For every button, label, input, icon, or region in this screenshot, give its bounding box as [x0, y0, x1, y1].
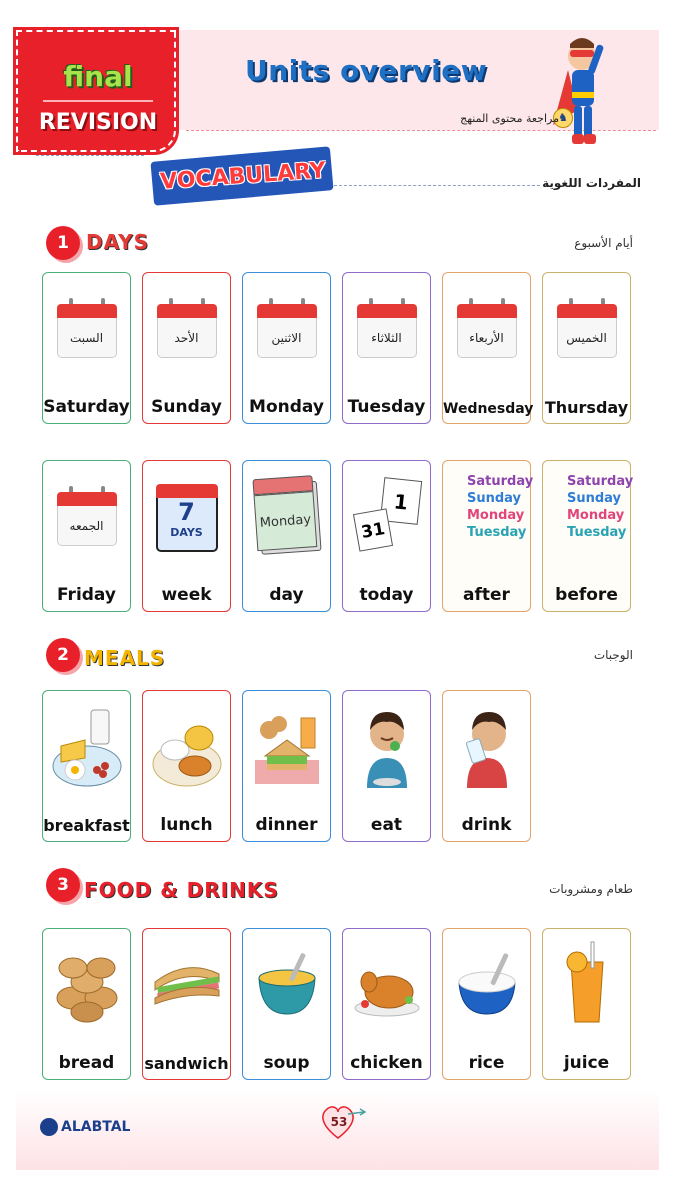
card-week — [142, 460, 231, 612]
card-monday — [242, 272, 331, 424]
card-word: Monday — [249, 397, 324, 417]
after-day-list — [467, 473, 533, 541]
today-calendar-icon — [352, 475, 422, 555]
card-word: juice — [563, 1053, 610, 1073]
card-word: week — [161, 585, 212, 605]
header-subtitle-ar: مراجعة محتوى المنهج — [460, 112, 559, 125]
card-word: Wednesday — [443, 401, 534, 417]
card-bread — [42, 928, 131, 1080]
boy-eating-icon — [351, 700, 423, 790]
vocabulary-banner-text: VOCABULARY — [159, 158, 327, 195]
card-word: drink — [461, 815, 512, 835]
card-tuesday — [342, 272, 431, 424]
list-day: Sunday — [467, 491, 522, 506]
sandwich-icon — [151, 938, 223, 1028]
card-word: Thursday — [544, 398, 629, 417]
card-sunday — [142, 272, 231, 424]
list-day: Saturday — [567, 474, 634, 489]
juice-icon — [551, 938, 623, 1028]
section-label-meals-ar: الوجبات — [593, 648, 633, 662]
list-day: Monday — [567, 508, 625, 523]
card-thursday — [542, 272, 631, 424]
dinner-icon — [251, 700, 323, 790]
card-word: lunch — [160, 815, 213, 835]
card-word: eat — [370, 815, 403, 835]
calendar-icon — [257, 296, 317, 358]
lunch-icon — [151, 700, 223, 790]
card-sandwich — [142, 928, 231, 1080]
boy-drinking-icon — [451, 700, 523, 790]
calendar-label-ar: الجمعه — [57, 506, 117, 546]
calendar-label-ar: الأربعاء — [457, 318, 517, 358]
rice-icon — [451, 938, 523, 1028]
card-drink — [442, 690, 531, 842]
list-day: Sunday — [567, 491, 622, 506]
breakfast-icon — [51, 700, 123, 790]
week-number: 7 — [178, 498, 195, 526]
card-word: sandwich — [144, 1054, 229, 1073]
list-day: Tuesday — [567, 525, 627, 540]
today-old-page-number: 31 — [352, 508, 392, 551]
section-number-food: 3 — [46, 868, 80, 902]
card-before — [542, 460, 634, 612]
section-title-meals: MEALS — [84, 646, 166, 670]
list-day: Monday — [467, 508, 525, 523]
card-word: Saturday — [43, 397, 130, 417]
card-word: Sunday — [151, 397, 222, 417]
section-label-days-ar: أيام الأسبوع — [574, 236, 633, 250]
calendar-label-ar: الاثنين — [257, 318, 317, 358]
section-number-meals: 2 — [46, 638, 80, 672]
vocab-divider-right — [334, 185, 540, 186]
card-soup — [242, 928, 331, 1080]
logo-mark-icon — [40, 1118, 58, 1136]
page-title: Units overview — [245, 54, 488, 87]
calendar-icon — [57, 484, 117, 546]
section-title-food: FOOD & DRINKS — [84, 878, 279, 902]
card-juice — [542, 928, 631, 1080]
section-number-days: 1 — [46, 226, 80, 260]
card-wednesday — [442, 272, 534, 424]
card-word: soup — [263, 1053, 310, 1073]
calendar-label-ar: الأحد — [157, 318, 217, 358]
card-dinner — [242, 690, 331, 842]
before-day-list — [567, 473, 633, 541]
card-after — [442, 460, 534, 612]
publisher-logo — [40, 1118, 130, 1136]
card-day — [242, 460, 331, 612]
card-today — [342, 460, 431, 612]
card-friday — [42, 460, 131, 612]
card-word: after — [463, 585, 510, 605]
vocabulary-label-ar: المفردات اللغوية — [542, 176, 641, 190]
card-eat — [342, 690, 431, 842]
card-word: dinner — [255, 815, 318, 835]
card-word: before — [555, 585, 618, 605]
superhero-icon — [548, 30, 612, 160]
list-day: Saturday — [467, 474, 534, 489]
calendar-icon — [457, 296, 517, 358]
badge-revision-text: REVISION — [38, 110, 158, 135]
card-word: today — [359, 585, 414, 605]
badge-final-text: final — [63, 60, 133, 93]
list-day: Tuesday — [467, 525, 527, 540]
card-saturday — [42, 272, 131, 424]
badge-divider — [43, 100, 153, 102]
day-calendar-icon — [252, 475, 321, 555]
card-word: day — [269, 585, 304, 605]
page-number: 53 — [330, 1115, 348, 1129]
card-word: bread — [58, 1053, 115, 1073]
calendar-icon — [557, 296, 617, 358]
card-word: Friday — [57, 585, 116, 605]
horse-icon: ♞ — [553, 108, 573, 128]
day-calendar-text: Monday — [253, 491, 317, 551]
vocab-divider-left — [36, 155, 144, 156]
bread-icon — [51, 938, 123, 1028]
calendar-label-ar: الخميس — [557, 318, 617, 358]
chicken-icon — [351, 938, 423, 1028]
calendar-label-ar: السبت — [57, 318, 117, 358]
today-page-number: 1 — [379, 477, 421, 525]
card-rice — [442, 928, 531, 1080]
card-word: breakfast — [43, 816, 130, 835]
section-title-days: DAYS — [86, 230, 150, 254]
card-word: Tuesday — [347, 397, 426, 417]
week-days-label: DAYS — [170, 526, 203, 539]
calendar-icon — [57, 296, 117, 358]
card-breakfast — [42, 690, 131, 842]
card-word: rice — [468, 1053, 505, 1073]
soup-icon — [251, 938, 323, 1028]
calendar-label-ar: الثلاثاء — [357, 318, 417, 358]
calendar-icon — [157, 296, 217, 358]
card-chicken — [342, 928, 431, 1080]
section-label-food-ar: طعام ومشروبات — [549, 882, 633, 896]
logo-text: ALABTAL — [61, 1119, 131, 1135]
calendar-icon — [357, 296, 417, 358]
card-word: chicken — [350, 1053, 423, 1073]
week-calendar-icon — [156, 478, 218, 552]
card-lunch — [142, 690, 231, 842]
final-revision-badge — [16, 30, 176, 152]
